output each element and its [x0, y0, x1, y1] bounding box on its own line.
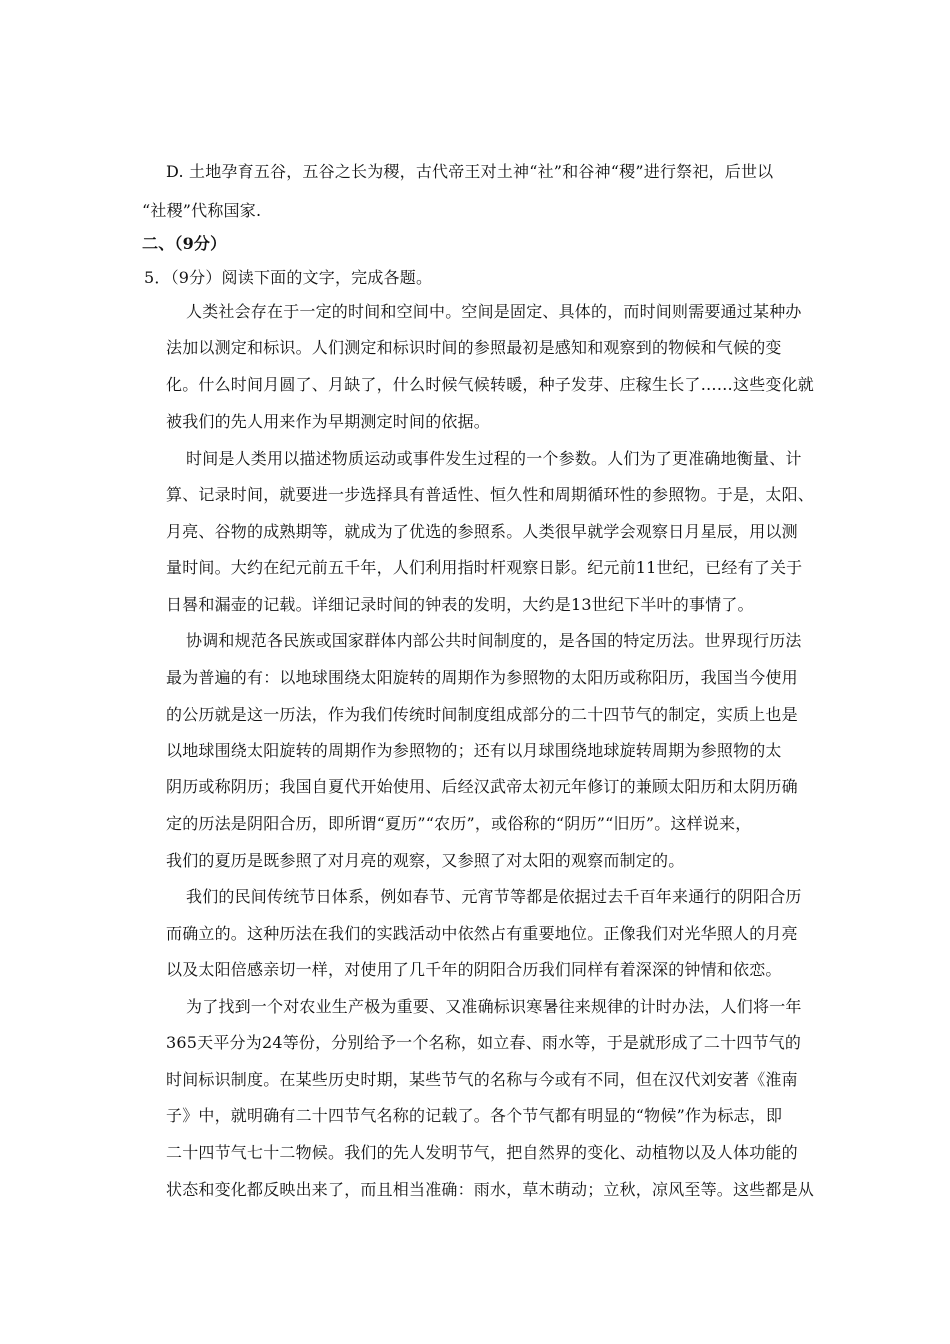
passage-p5-line-1: 为了找到一个对农业生产极为重要、又准确标识寒暑往来规律的计时办法，人们将一年 — [186, 997, 802, 1016]
passage-p1-line-2: 法加以测定和标识。人们测定和标识时间的参照最初是感知和观察到的物候和气候的变 — [166, 338, 782, 357]
passage-p4-line-1: 我们的民间传统节日体系，例如春节、元宵节等都是依据过去千百年来通行的阴阳合历 — [186, 887, 802, 906]
passage-p2-line-1: 时间是人类用以描述物质运动或事件发生过程的一个参数。人们为了更准确地衡量、计 — [186, 449, 802, 468]
passage-p5-line-4: 子》中，就明确有二十四节气名称的记载了。各个节气都有明显的“物候”作为标志，即 — [166, 1106, 783, 1125]
passage-p2-line-3: 月亮、谷物的成熟期等，就成为了优选的参照系。人类很早就学会观察日月星辰，用以测 — [166, 522, 798, 541]
section-heading: 二、（9分） — [142, 234, 227, 253]
passage-p3-line-2: 最为普遍的有：以地球围绕太阳旋转的周期作为参照物的太阳历或称阳历，我国当今使用 — [166, 668, 798, 687]
passage-p1-line-3: 化。什么时间月圆了、月缺了，什么时候气候转暖，种子发芽、庄稼生长了……这些变化就 — [166, 375, 815, 394]
passage-p5-line-5: 二十四节气七十二物候。我们的先人发明节气，把自然界的变化、动植物以及人体功能的 — [166, 1143, 798, 1162]
passage-p5-line-3: 时间标识制度。在某些历史时期，某些节气的名称与今或有不同，但在汉代刘安著《淮南 — [166, 1070, 798, 1089]
passage-p1-line-1: 人类社会存在于一定的时间和空间中。空间是固定、具体的，而时间则需要通过某种办 — [186, 302, 802, 321]
passage-p3-line-5: 阴历或称阴历；我国自夏代开始使用、后经汉武帝太初元年修订的兼顾太阳历和太阴历确 — [166, 777, 798, 796]
passage-p3-line-7: 我们的夏历是既参照了对月亮的观察，又参照了对太阳的观察而制定的。 — [166, 851, 685, 870]
option-d-line-1: D. 土地孕育五谷，五谷之长为稷，古代帝王对土神“社”和谷神“稷”进行祭祀，后世以 — [166, 162, 774, 181]
passage-p2-line-4: 量时间。大约在纪元前五千年，人们利用指时杆观察日影。纪元前11世纪，已经有了关于 — [166, 558, 803, 577]
passage-p2-line-2: 算、记录时间，就要进一步选择具有普适性、恒久性和周期循环性的参照物。于是，太阳、 — [166, 485, 815, 504]
passage-p5-line-2: 365天平分为24等份，分别给予一个名称，如立春、雨水等，于是就形成了二十四节气的 — [166, 1033, 802, 1052]
passage-p4-line-2: 而确立的。这种历法在我们的实践活动中依然占有重要地位。正像我们对光华照人的月亮 — [166, 924, 798, 943]
passage-p3-line-1: 协调和规范各民族或国家群体内部公共时间制度的，是各国的特定历法。世界现行历法 — [186, 631, 802, 650]
passage-p3-line-6: 定的历法是阴阳合历，即所谓“夏历”“农历”，或俗称的“阴历”“旧历”。这样说来， — [166, 814, 752, 833]
question-stem: 5．（9分）阅读下面的文字，完成各题。 — [144, 268, 433, 287]
option-d-line-2: “社稷”代称国家. — [142, 201, 262, 220]
passage-p3-line-3: 的公历就是这一历法，作为我们传统时间制度组成部分的二十四节气的制定，实质上也是 — [166, 705, 798, 724]
passage-p2-line-5: 日晷和漏壶的记载。详细记录时间的钟表的发明，大约是13世纪下半叶的事情了。 — [166, 595, 754, 614]
passage-p5-line-6: 状态和变化都反映出来了，而且相当准确：雨水，草木萌动；立秋，凉风至等。这些都是从 — [166, 1180, 815, 1199]
passage-p1-line-4: 被我们的先人用来作为早期测定时间的依据。 — [166, 412, 491, 431]
passage-p3-line-4: 以地球围绕太阳旋转的周期作为参照物的；还有以月球围绕地球旋转周期为参照物的太 — [166, 741, 782, 760]
passage-p4-line-3: 以及太阳倍感亲切一样，对使用了几千年的阴阳合历我们同样有着深深的钟情和依恋。 — [166, 960, 782, 979]
